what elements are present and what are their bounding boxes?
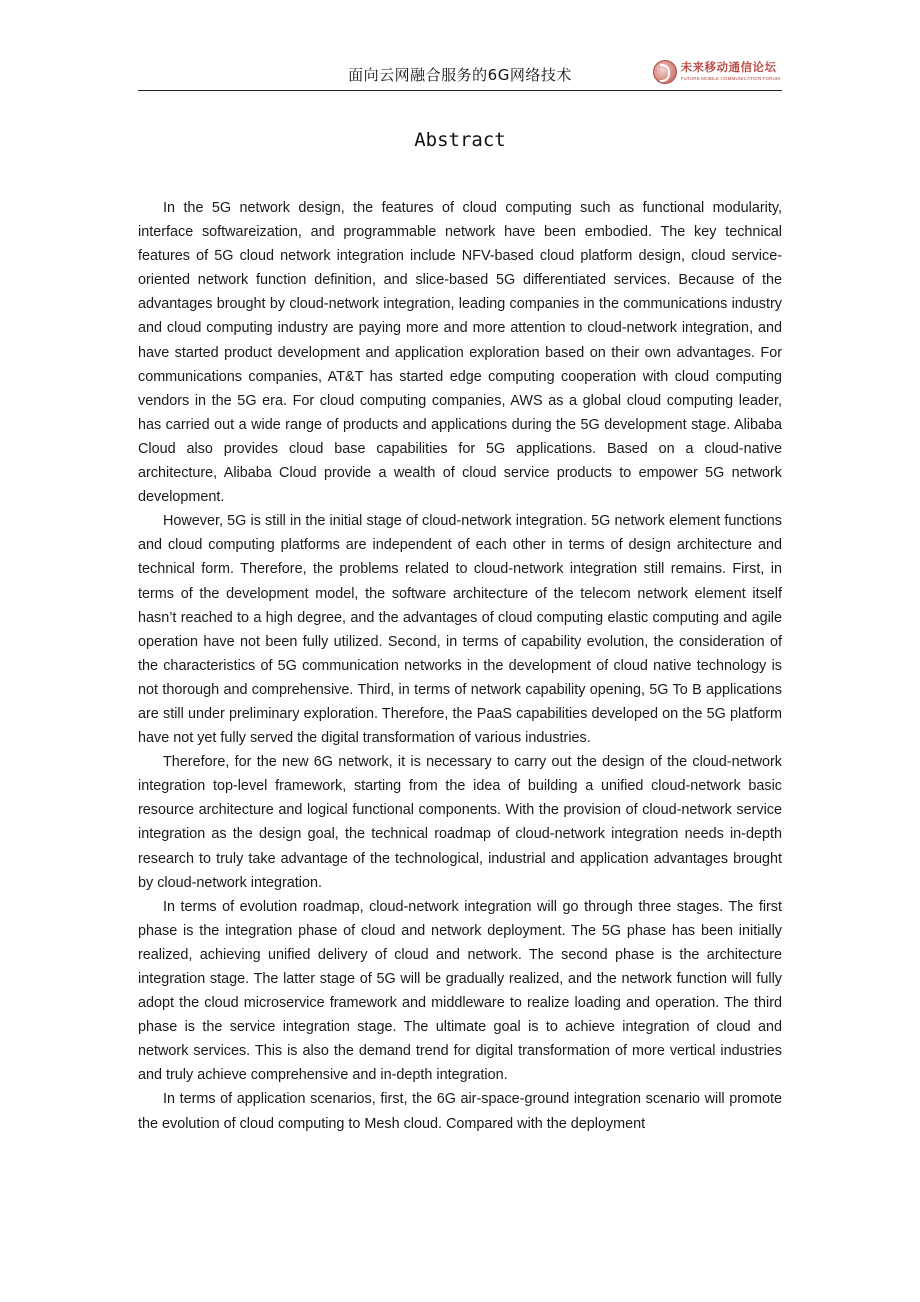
abstract-paragraph: In the 5G network design, the features of cloud computing such as functional modularity, interface softwareization, and programmable network have been embodied. The key technical features of 5G cloud network integration include NFV-based cloud platform design, cloud service-oriented network function definition, and slice-based 5G differentiated services. Because of the advantages brought by cloud-network integration, leading companies in the communications industry and cloud computing industry are paying more and more attention to cloud-network integration, and have started product development and application exploration based on their own advantages. For communications companies, AT&T has started edge computing cooperation with cloud computing vendors in the 5G era. For cloud computing companies, AWS as a global cloud computing leader, has carried out a wide range of products and applications during the 5G development stage. Alibaba Cloud also provides cloud base capabilities for 5G applications. Based on a cloud-native architecture, Alibaba Cloud provide a wealth of cloud service products to empower 5G network development. <box>138 200 782 506</box>
abstract-paragraph: In terms of evolution roadmap, cloud-network integration will go through three stages. The first phase is the integration phase of cloud and network deployment. The 5G phase has been initially realized, achieving unified delivery of cloud and network. The second phase is the architecture integration stage. The latter stage of 5G will be gradually realized, and the network function will fully adopt the cloud microservice framework and middleware to realize loading and operation. The third phase is the service integration stage. The ultimate goal is to achieve integration of cloud and network services. This is also the demand trend for digital transformation of more vertical industries and truly achieve comprehensive and in-depth integration. <box>138 898 782 1084</box>
forum-logo-en-text: FUTURE MOBILE COMMUNICATION FORUM <box>680 75 780 81</box>
running-header-title: 面向云网融合服务的6G网络技术 <box>348 66 572 84</box>
page-header <box>138 56 782 91</box>
forum-logo-icon <box>653 60 677 84</box>
forum-logo <box>653 58 780 86</box>
abstract-paragraph: In terms of application scenarios, first, the 6G air-space-ground integration scenario will promote the evolution of cloud computing to Mesh cloud. Compared with the deployment <box>138 1091 782 1132</box>
abstract-paragraph: However, 5G is still in the initial stage of cloud-network integration. 5G network element functions and cloud computing platforms are independent of each other in terms of design architecture and technical form. Therefore, the problems related to cloud-network integration still remains. First, in terms of the development model, the software architecture of the telecom network element itself hasn’t reached to a high degree, and the advantages of cloud computing elastic computing and agile operation have not been fully utilized. Second, in terms of capability evolution, the consideration of the characteristics of 5G communication networks in the development of cloud native technology is not thorough and comprehensive. Third, in terms of network capability opening, 5G To B applications are still under preliminary exploration. Therefore, the PaaS capabilities developed on the 5G platform have not yet fully served the digital transformation of various industries. <box>138 513 782 747</box>
forum-logo-cn-text: 未来移动通信论坛 <box>680 60 777 75</box>
abstract-heading: Abstract <box>414 129 506 151</box>
forum-logo-text <box>681 62 780 81</box>
abstract-body <box>138 196 782 1136</box>
abstract-paragraph: Therefore, for the new 6G network, it is necessary to carry out the design of the cloud-network integration top-level framework, starting from the idea of building a unified cloud-network basic resource architecture and logical functional components. With the provision of cloud-network service integration as the design goal, the technical roadmap of cloud-network integration needs in-depth research to truly take advantage of the technological, industrial and application advantages brought by cloud-network integration. <box>138 754 782 891</box>
